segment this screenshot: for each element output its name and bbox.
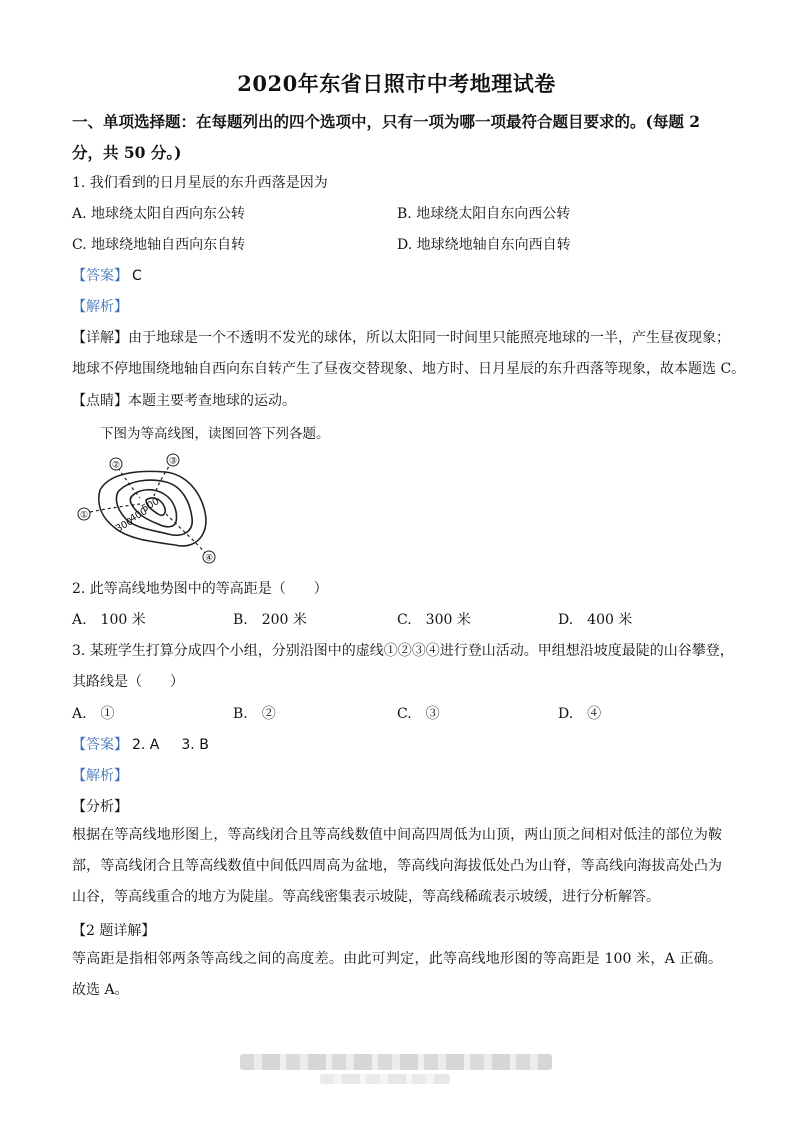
point-tag: 【点睛】 <box>72 393 128 409</box>
answer-tag: 【答案】 <box>72 737 128 753</box>
q2-detail-tag: 【2 题详解】 <box>72 923 156 939</box>
q1-detail-line1 <box>72 327 730 347</box>
question-3-stem-line2: 其路线是（ ） <box>72 674 184 690</box>
contour-label-300: 300 <box>114 516 136 535</box>
q3-option-c: C. ③ <box>397 706 440 722</box>
question-2-stem: 2. 此等高线地势图中的等高距是（ ） <box>72 581 328 597</box>
detail-tag: 【详解】 <box>72 330 128 346</box>
q23-answer-row <box>72 734 209 754</box>
q1-analysis-tag: 【解析】 <box>72 299 128 315</box>
detail-text-1: 由于地球是一个不透明不发光的球体，所以太阳同一时间里只能照亮地球的一半，产生昼夜现象； <box>128 330 730 346</box>
section-heading-line2: 分，共 50 分。) <box>72 143 182 162</box>
route-label-2: ② <box>111 460 121 471</box>
q2-option-c: C. 300 米 <box>397 612 471 628</box>
q3-answer: 3. B <box>181 737 209 753</box>
route-4 <box>166 514 206 554</box>
point-text: 本题主要考查地球的运动。 <box>128 393 296 409</box>
route-1 <box>90 504 140 512</box>
map-intro: 下图为等高线图，读图回答下列各题。 <box>100 426 330 442</box>
q1-point-row <box>72 390 296 410</box>
page-title: 2020年东省日照市中考地理试卷 <box>237 71 556 96</box>
question-1-stem: 1. 我们看到的日月星辰的东升西落是因为 <box>72 175 328 191</box>
q23-analysis-tag: 【解析】 <box>72 768 128 784</box>
answer-tag: 【答案】 <box>72 268 128 284</box>
q1-option-a: A. 地球绕太阳自西向东公转 <box>72 206 246 222</box>
contour-map <box>70 450 230 570</box>
q2-detail-paragraph: 等高距是指相邻两条等高线之间的高度差。由此可判定，此等高线地形图的等高距是 100 米，A 正确。故选 A。 <box>72 951 722 998</box>
q2-option-d: D. 400 米 <box>558 612 633 628</box>
footer-watermark <box>240 1054 552 1070</box>
q3-option-a: A. ① <box>72 706 115 722</box>
fenxi-paragraph: 根据在等高线地形图上，等高线闭合且等高线数值中间高四周低为山顶，两山顶之间相对低洼的部位为鞍部，等高线闭合且等高线数值中间低四周高为盆地，等高线向海拔低处凸为山脊，等高线向海拔高处凸为山谷，等高线重合的地方为陡崖。等高线密集表示坡陡，等高线稀疏表示坡缓，进行分析解答。 <box>72 827 722 905</box>
section-heading-line1: 一、单项选择题：在每题列出的四个选项中，只有一项为哪一项最符合题目要求的。(每题 2 <box>72 112 701 131</box>
q1-option-d: D. 地球绕地轴自东向西自转 <box>397 237 571 253</box>
q2-answer: 2. A <box>132 737 160 753</box>
q2-option-a: A. 100 米 <box>72 612 146 628</box>
contour-label-500: 500 <box>140 496 162 515</box>
route-label-4: ④ <box>204 553 214 564</box>
q3-option-b: B. ② <box>233 706 276 722</box>
footer-watermark-2 <box>320 1074 450 1084</box>
q1-answer: C <box>132 268 142 284</box>
fenxi-tag: 【分析】 <box>72 799 128 815</box>
q1-detail-line2: 地球不停地围绕地轴自西向东自转产生了昼夜交替现象、地方时、日月星辰的东升西落等现象，故本题选 C。 <box>72 361 746 377</box>
q1-option-c: C. 地球绕地轴自西向东自转 <box>72 237 246 253</box>
contour-label-400: 400 <box>128 506 150 525</box>
q3-option-d: D. ④ <box>558 706 602 722</box>
route-label-1: ① <box>79 510 89 521</box>
q1-answer-row <box>72 265 142 285</box>
route-label-3: ③ <box>168 456 178 467</box>
q1-option-b: B. 地球绕太阳自东向西公转 <box>397 206 571 222</box>
question-3-stem-line1: 3. 某班学生打算分成四个小组，分别沿图中的虚线①②③④进行登山活动。甲组想沿坡度最陡的山谷攀登， <box>72 643 734 659</box>
q2-option-b: B. 200 米 <box>233 612 307 628</box>
